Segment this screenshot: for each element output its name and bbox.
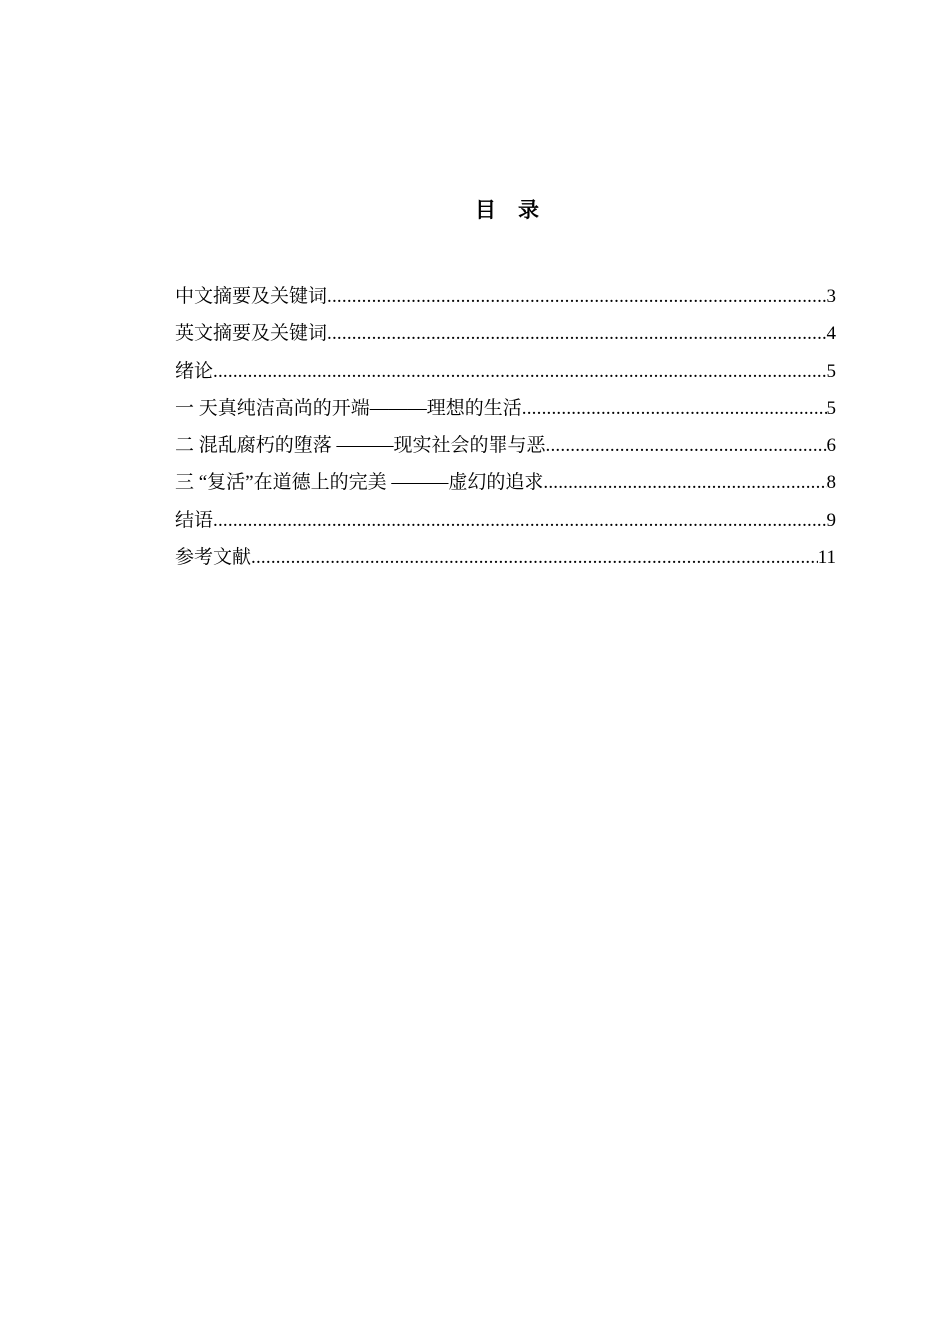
toc-entry-label: 绪论 — [175, 360, 214, 382]
toc-entry-conclusion[interactable] — [175, 502, 836, 539]
toc-entry-label: 中文摘要及关键词 — [175, 286, 328, 307]
toc-entry-chapter-1[interactable] — [175, 390, 836, 427]
toc-list — [175, 278, 836, 576]
toc-page-number: 8 — [826, 472, 836, 494]
toc-page-number: 11 — [817, 547, 836, 569]
toc-entry-label: 英文摘要及关键词 — [175, 323, 328, 345]
toc-page-number: 5 — [826, 360, 836, 382]
toc-entry-english-abstract[interactable] — [175, 315, 836, 352]
toc-page-number: 3 — [826, 286, 836, 307]
toc-entry-label: 参考文献 — [175, 547, 252, 569]
toc-dot-leader — [213, 353, 826, 390]
toc-dot-leader — [522, 390, 827, 427]
toc-page-number: 5 — [826, 397, 836, 419]
toc-dot-leader — [543, 464, 826, 501]
toc-entry-label: 三 “复活”在道德上的完美 ———虚幻的追求 — [175, 472, 544, 494]
toc-title: 目录 — [475, 198, 561, 222]
toc-dot-leader — [327, 315, 826, 352]
toc-entry-chapter-3[interactable] — [175, 464, 836, 501]
toc-page-number: 9 — [826, 509, 836, 531]
toc-dot-leader — [251, 539, 818, 576]
toc-dot-leader — [546, 427, 827, 464]
toc-entry-label: 一 天真纯洁高尚的开端———理想的生活 — [175, 397, 522, 419]
toc-entry-label: 结语 — [175, 509, 214, 531]
toc-entry-references[interactable] — [175, 539, 836, 576]
toc-entry-introduction[interactable] — [175, 353, 836, 390]
toc-dot-leader — [327, 278, 826, 315]
toc-dot-leader — [213, 502, 826, 539]
toc-entry-chinese-abstract[interactable] — [175, 278, 836, 315]
toc-page-number: 4 — [826, 323, 836, 345]
toc-page-number: 6 — [826, 435, 836, 457]
toc-entry-chapter-2[interactable] — [175, 427, 836, 464]
toc-entry-label: 二 混乱腐朽的堕落 ———现实社会的罪与恶 — [175, 435, 546, 457]
